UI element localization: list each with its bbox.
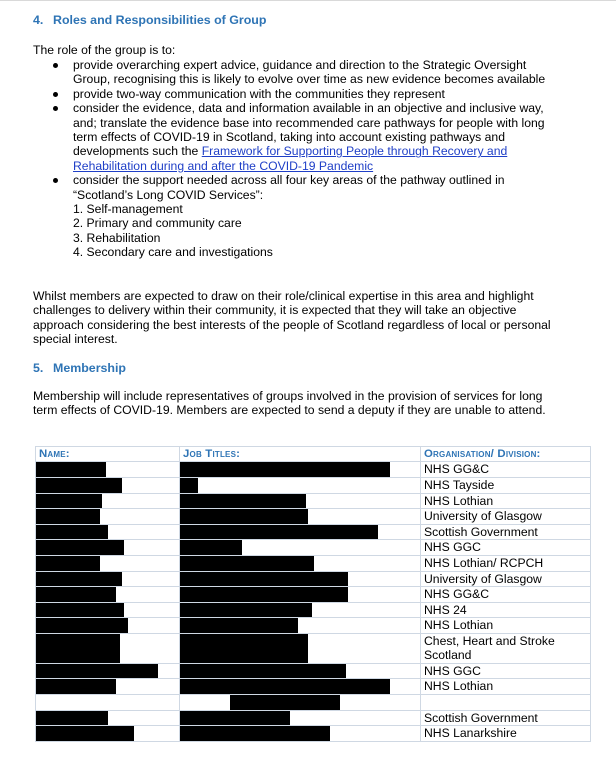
bullet-item	[33, 101, 553, 173]
organisation-cell: Chest, Heart and Stroke Scotland	[421, 633, 591, 663]
name-cell-redacted	[36, 694, 180, 710]
organisation-cell: NHS GGC	[421, 540, 591, 556]
redaction-bar	[180, 726, 330, 741]
framework-link[interactable]: Framework for Supporting People through Recovery and Rehabilitation during and after the COVID-19 Pandemic	[73, 144, 508, 173]
name-cell-redacted	[36, 726, 180, 742]
name-cell-redacted	[36, 555, 180, 571]
name-cell-redacted	[36, 633, 180, 663]
job-title-cell-redacted	[180, 618, 421, 634]
organisation-cell: University of Glasgow	[421, 571, 591, 587]
name-cell-redacted	[36, 663, 180, 679]
job-title-cell-redacted	[180, 602, 421, 618]
name-cell-redacted	[36, 478, 180, 494]
name-cell-redacted	[36, 602, 180, 618]
redaction-bar	[36, 462, 106, 477]
table-row	[36, 524, 591, 540]
job-title-cell-redacted	[180, 524, 421, 540]
table-row	[36, 587, 591, 603]
organisation-column-header: Organisation/ Division:	[421, 447, 591, 462]
table-row	[36, 462, 591, 478]
table-row	[36, 618, 591, 634]
job-title-cell-redacted	[180, 587, 421, 603]
redaction-bar	[180, 509, 308, 524]
redaction-bar	[36, 664, 158, 679]
redaction-bar	[180, 572, 348, 587]
organisation-cell	[421, 694, 591, 710]
name-cell-redacted	[36, 509, 180, 525]
page-top-rule	[0, 0, 616, 1]
redaction-bar	[36, 634, 120, 663]
job-title-column-header: Job Titles:	[180, 447, 421, 462]
job-title-cell-redacted	[180, 633, 421, 663]
table-row	[36, 726, 591, 742]
pathway-area-item: 1. Self-management	[73, 202, 183, 217]
section-4-number: 4.	[33, 13, 44, 27]
roles-bullet-list	[33, 58, 553, 260]
redaction-bar	[180, 540, 242, 555]
redaction-bar	[36, 711, 108, 726]
pathway-area-item: 2. Primary and community care	[73, 216, 242, 231]
bullet-text: consider the support needed across all four key areas of the pathway outlined in “Scotland’s Long COVID Services”:	[73, 173, 505, 202]
redaction-bar	[180, 679, 390, 694]
redaction-bar	[180, 478, 198, 493]
organisation-cell: NHS GG&C	[421, 462, 591, 478]
section-4-heading	[33, 13, 266, 27]
bullet-text: provide overarching expert advice, guidance and direction to the Strategic Oversight Group, recognising this is likely to evolve over time as new evidence becomes available	[73, 58, 546, 87]
bullet-icon	[53, 92, 58, 97]
table-row	[36, 663, 591, 679]
organisation-cell: NHS Lanarkshire	[421, 726, 591, 742]
bullet-item	[33, 87, 553, 101]
redaction-bar	[36, 587, 116, 602]
organisation-cell: NHS Lothian/ RCPCH	[421, 555, 591, 571]
name-cell-redacted	[36, 462, 180, 478]
redaction-bar	[180, 711, 290, 726]
bullet-text: consider the evidence, data and information available in an objective and inclusive way, and; translate the evidence base into recommended care pathways for people with long term effects of COVID-19 in Scotland, taking into account existing pathways and developments such the	[73, 101, 545, 159]
organisation-cell: NHS Lothian	[421, 493, 591, 509]
bullet-icon	[53, 178, 58, 183]
redaction-bar	[36, 572, 122, 587]
redaction-bar	[180, 634, 308, 663]
table-row	[36, 493, 591, 509]
organisation-cell: Scottish Government	[421, 710, 591, 726]
redaction-bar	[180, 664, 346, 679]
redaction-bar	[180, 494, 306, 509]
organisation-cell: NHS Lothian	[421, 679, 591, 695]
job-title-cell-redacted	[180, 726, 421, 742]
table-row	[36, 509, 591, 525]
job-title-cell-redacted	[180, 710, 421, 726]
membership-table	[35, 446, 591, 742]
name-cell-redacted	[36, 587, 180, 603]
table-row	[36, 679, 591, 695]
redaction-bar	[36, 540, 124, 555]
redaction-bar	[36, 494, 102, 509]
job-title-cell-redacted	[180, 462, 421, 478]
redaction-bar	[180, 525, 378, 540]
bullet-icon	[53, 63, 58, 68]
redaction-bar	[180, 556, 314, 571]
organisation-cell: NHS GG&C	[421, 587, 591, 603]
job-title-cell-redacted	[180, 540, 421, 556]
name-cell-redacted	[36, 540, 180, 556]
redaction-bar	[36, 726, 134, 741]
table-row	[36, 571, 591, 587]
table-header-row	[36, 447, 591, 462]
bullet-item	[33, 173, 553, 259]
job-title-cell-redacted	[180, 571, 421, 587]
redaction-bar	[36, 618, 128, 633]
table-row	[36, 478, 591, 494]
section-5-title: Membership	[53, 361, 126, 375]
organisation-cell: NHS Lothian	[421, 618, 591, 634]
redaction-bar	[180, 603, 312, 618]
job-title-cell-redacted	[180, 663, 421, 679]
job-title-cell-redacted	[180, 555, 421, 571]
redaction-bar	[36, 509, 100, 524]
organisation-cell: University of Glasgow	[421, 509, 591, 525]
redaction-bar	[36, 525, 108, 540]
section-4-intro: The role of the group is to:	[33, 43, 176, 57]
name-column-header: Name:	[36, 447, 180, 462]
job-title-cell-redacted	[180, 694, 421, 710]
redaction-bar	[230, 695, 340, 710]
job-title-cell-redacted	[180, 493, 421, 509]
table-row	[36, 555, 591, 571]
table-row	[36, 540, 591, 556]
pathway-area-item: 4. Secondary care and investigations	[73, 245, 273, 260]
table-row	[36, 633, 591, 663]
job-title-cell-redacted	[180, 478, 421, 494]
table-row	[36, 710, 591, 726]
redaction-bar	[36, 603, 124, 618]
name-cell-redacted	[36, 571, 180, 587]
organisation-cell: NHS 24	[421, 602, 591, 618]
bullet-text: provide two-way communication with the communities they represent	[73, 86, 445, 101]
redaction-bar	[36, 556, 100, 571]
name-cell-redacted	[36, 679, 180, 695]
organisation-cell: NHS GGC	[421, 663, 591, 679]
redaction-bar	[36, 679, 116, 694]
bullet-icon	[53, 106, 58, 111]
job-title-cell-redacted	[180, 509, 421, 525]
section-5-heading	[33, 361, 126, 375]
section-4-title: Roles and Responsibilities of Group	[53, 13, 267, 27]
section-5-intro: Membership will include representatives of groups involved in the provision of services for long term effects of COVID-19. Members are expected to send a deputy if they are unable to attend.	[33, 389, 546, 418]
pathway-area-item: 3. Rehabilitation	[73, 230, 161, 245]
name-cell-redacted	[36, 710, 180, 726]
organisation-cell: NHS Tayside	[421, 478, 591, 494]
redaction-bar	[180, 618, 298, 633]
redaction-bar	[180, 462, 390, 477]
table-row	[36, 694, 591, 710]
redaction-bar	[36, 478, 122, 493]
section-5-number: 5.	[33, 361, 44, 375]
name-cell-redacted	[36, 524, 180, 540]
name-cell-redacted	[36, 493, 180, 509]
pathway-areas-list	[73, 202, 553, 260]
organisation-cell: Scottish Government	[421, 524, 591, 540]
bullet-item	[33, 58, 553, 87]
table-row	[36, 602, 591, 618]
job-title-cell-redacted	[180, 679, 421, 695]
section-4-closing: Whilst members are expected to draw on their role/clinical expertise in this area and highlight challenges to delivery within their community, it is expected that they will take an objective approach considering the best interests of the people of Scotland regardless of local or personal special interest.	[33, 289, 551, 347]
name-cell-redacted	[36, 618, 180, 634]
redaction-bar	[180, 587, 348, 602]
